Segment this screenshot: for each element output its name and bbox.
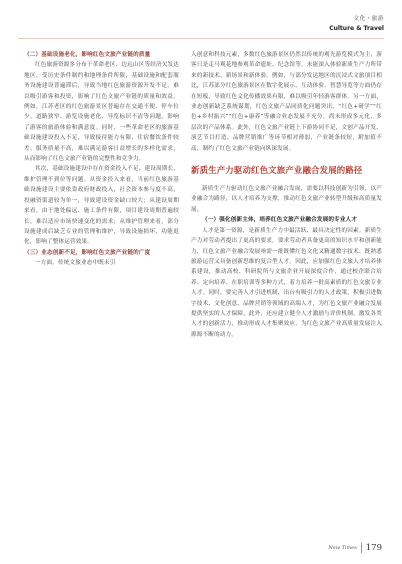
paragraph: 一方面，传统文旅业态中既未引 [35, 260, 116, 267]
right-column [191, 50, 382, 340]
paragraph: 新质生产力驱动红色文旅产业融合发展，需要以科技创新为引领，以产业融合为路径，以人才培养为支撑，推动红色文旅产业转型升级和高质量发展。 [191, 186, 382, 213]
page-number: 179 [365, 543, 382, 553]
header-divider [18, 38, 384, 39]
section-name-cn: 文化・旅游 [353, 16, 384, 22]
subheading-1: （一）强化创新主体，培养红色文旅产业融合发展的专业人才 [202, 217, 358, 224]
section-title: 新质生产力驱动红色文旅产业融合发展的路径 [191, 165, 363, 176]
left-column [24, 50, 179, 269]
subheading-2: （二）基础设施老化，影响红色文旅产业链的质量 [24, 52, 151, 58]
paragraph: 入创意和科技元素，多数红色旅游景区仍然以传统的观光游览模式为主，游客只是走马观花地参观革命遗址、纪念馆等，未能深入体验新质生产力所带来的新技术、新场景和新体验。例如，与部分发达地区的沉浸式文旅项目相比，江苏部分红色旅游景区在数字化展示、互动体验、智慧导览等方面仍存在短板，导致红色文化传播效果有限，难以吸引年轻游客群体。另一方面，业态创新缺乏系统谋划，红色文旅产品同质化问题突出，“红色+研学”“红色+乡村振兴”“红色+康养”等融合业态发展不充分，尚未形成多元化、多层次的产品体系。此外，红色文旅产业链上下游协同不足，文创产品开发、演艺节目打造、品牌营销推广等环节相对薄弱，产业链条较短，附加值不高，制约了红色文旅产业链向纵深发展。 [191, 52, 382, 152]
section-name-en: Culture & Travel [329, 25, 384, 32]
paragraph: 红色旅游资源多分布于革命老区、边远山区等经济欠发达地区，受历史条件制约和地理条件所限，基础设施和配套服务设施建设普遍滞后，导致当地红色旅游资源开发不足，难以吸引游客和投资，影响了红色文旅产业链的质量和效益。例如，江苏老区的红色旅游景区普遍存在交通不便、停车位少、道路狭窄、游览设施老化、导览标识不清等问题，影响了游客的旅游体验和满意度。同时，一些革命老区的旅游基础设施建设投入不足，导致接待能力有限、住宿餐饮条件较差、服务质量不高，难以满足游客日益增长的多样化需求，从而影响了红色文旅产业链的完整性和竞争力。 [24, 62, 179, 163]
subheading-3: （三）业态创新不足，影响红色文旅产业链的广度 [24, 249, 151, 256]
magazine-name: New Times [328, 545, 357, 551]
section-header [329, 14, 384, 34]
page-footer [328, 543, 382, 553]
paragraph: 人才是第一资源，是新质生产力中最活跃、最具决定性的因素。新质生产力对劳动者提出了更高的要求，要求劳动者具备更高的知识水平和创新能力，红色文旅产业融合发展亟需一批既懂红色文化又精通数字技术、既熟悉旅游运营又具备创新思维的复合型人才。因此，应加强红色文旅人才培养体系建设，推动高校、科研院所与文旅企业开展深度合作，通过校企联合培养、定向培养、在职培训等多种方式，着力培养一批高素质的红色文旅专业人才。同时，要完善人才引进机制，出台有吸引力的人才政策，积极引进数字技术、文化创意、品牌营销等领域的高端人才，为红色文旅产业融合发展提供坚实的人才保障。此外，还应建立健全人才激励与评价机制，激发各类人才的创新活力，推动形成人才集聚效应，为红色文旅产业高质量发展注入源源不断的动力。 [191, 227, 382, 338]
footer-divider [361, 543, 362, 553]
paragraph: 其次，基础设施建设中存在资金投入不足、建设周期长、维护管理不到位等问题。从资金投入来看，当前红色旅游基础设施建设主要依靠政府财政投入，社会资本参与度不高，投融资渠道较为单一，导致建设资金缺口较大；从建设周期来看，由于地处偏远、施工条件有限，项目建设周期普遍较长，难以适应市场快速变化的需求；从维护管理来看，部分设施建成后缺乏专业的管理和维护，导致设施损坏、功能退化，影响了整体运营效果。 [24, 166, 179, 246]
